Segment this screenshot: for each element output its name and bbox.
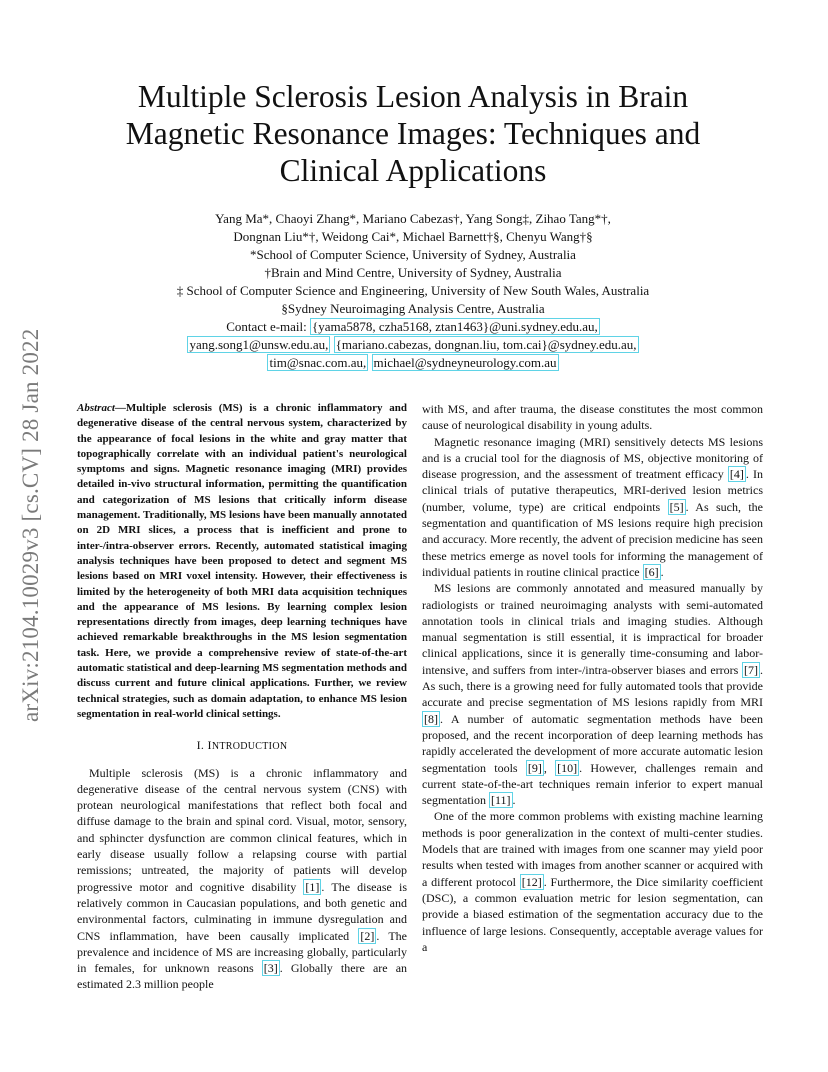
citation-link[interactable]: [7] <box>744 662 759 677</box>
text-run: , <box>543 760 556 775</box>
text-run: . The disease is relatively common in Caucasian populations, and both genetic and environmental factors, culminating in immune dysregulation and CNS inflammation, have been causally implicated <box>77 879 407 943</box>
section-number: I. <box>196 738 205 753</box>
intro-paragraph-2 <box>422 434 763 581</box>
affiliation-1: *School of Computer Science, University of Sydney, Australia <box>250 247 576 262</box>
citation-link[interactable]: [2] <box>360 928 375 943</box>
citation-link[interactable]: [11] <box>490 793 511 808</box>
section-title-initial: I <box>207 738 212 753</box>
text-run: One of the more common problems with existing machine learning methods is poor generalization in the context of multi-center studies. Models that are trained with images from one scanner may yield poor results when tested with images from another scanner or acquired with a different protocol <box>422 809 763 889</box>
affiliation-2: †Brain and Mind Centre, University of Sydney, Australia <box>264 265 562 280</box>
text-run: . Furthermore, the Dice similarity coefficient (DSC), a common evaluation metric for lesion segmentation, can provide a biased estimation of the segmentation accuracy due to the influence of large lesions. Consequently, acceptable average values for a <box>422 874 763 954</box>
abstract <box>77 401 407 722</box>
affiliation-3: ‡ School of Computer Science and Engineering, University of New South Wales, Australia <box>176 283 650 298</box>
intro-paragraph-1-continued: with MS, and after trauma, the disease constitutes the most common cause of neurological disability in young adults. <box>422 402 763 433</box>
text-run: Multiple sclerosis (MS) is a chronic inflammatory and degenerative disease of the central nervous system (CNS) with protean neurological manifestations that reflect both focal and diffuse damage to the brain and spinal cord. Visual, motor, sensory, and sphincter dysfunction are common clinical features, which in early disease usually follow a relapsing course with partial remissions; untreated, the majority of patients will develop progressive motor and cognitive disability <box>77 765 407 894</box>
email-link-1[interactable]: {yama5878, czha5168, ztan1463}@uni.sydney.edu.au, <box>312 319 598 334</box>
citation-link[interactable]: [12] <box>521 874 542 889</box>
citation-link[interactable]: [5] <box>669 499 684 514</box>
email-link-5[interactable]: michael@sydneyneurology.com.au <box>373 355 557 370</box>
left-column <box>77 401 407 993</box>
citation-link[interactable]: [9] <box>527 760 542 775</box>
text-run: MS lesions are commonly annotated and measured manually by radiologists or trained neuroimaging analysts with semi-automated annotation tools in clinical trials and imaging studies. Although manual segmentation is still essential, it is impractical for broader clinical applications, since it is generally time-consuming and labor-intensive, and suffers from inter-/intra-observer biases and errors <box>422 581 763 677</box>
intro-paragraph-4 <box>422 808 763 955</box>
citation-link[interactable]: [3] <box>263 961 278 976</box>
text-run: . As such, there is a growing need for fully automated tools that provide accurate and precise segmentation of MS lesions rapidly from MRI <box>422 662 764 710</box>
text-run: . <box>512 793 516 808</box>
text-run: . <box>660 564 664 579</box>
contact-line-2 <box>95 336 731 354</box>
contact-label: Contact e-mail: <box>226 319 307 334</box>
text-run: . In clinical trials of putative therapeutics, MRI-derived lesion metrics (number, volume, type) are critical endpoints <box>422 467 764 514</box>
section-heading-introduction <box>77 737 407 755</box>
text-run: . A number of automatic segmentation methods have been proposed, and the recent incorporation of deep learning methods has rapidly accelerated the development of more accurate automatic lesion segmentation tools <box>422 711 763 775</box>
contact-line-1 <box>95 318 731 336</box>
paper-title: Multiple Sclerosis Lesion Analysis in Brain Magnetic Resonance Images: Techniques and Clinical Applications <box>125 79 701 188</box>
author-line-1: Yang Ma*, Chaoyi Zhang*, Mariano Cabezas†, Yang Song‡, Zihao Tang*†, <box>215 211 611 226</box>
arxiv-identifier: arXiv:2104.10029v3 [cs.CV] 28 Jan 2022 <box>18 328 43 722</box>
text-run: Magnetic resonance imaging (MRI) sensitively detects MS lesions and is a crucial tool for the diagnosis of MS, objective monitoring of disease progression, and the assessment of treatment efficacy <box>422 434 763 482</box>
author-block <box>95 210 731 372</box>
abstract-label: Abstract <box>77 402 115 414</box>
section-title-rest: NTRODUCTION <box>211 741 288 753</box>
citation-link[interactable]: [8] <box>424 711 438 726</box>
text-run: . Globally there are an estimated 2.3 million people <box>77 961 408 992</box>
intro-paragraph-1 <box>77 765 407 993</box>
citation-link[interactable]: [4] <box>729 467 744 482</box>
abstract-text: —Multiple sclerosis (MS) is a chronic inflammatory and degenerative disease of the central nervous system, characterized by the appearance of focal lesions in the white and gray matter that topographically correlate with an individual patient's neurological symptoms and signs. Magnetic resonance imaging (MRI) provides detailed in-vivo structural information, permitting the quantification and categorization of MS lesions that critically inform disease management. Traditionally, MS lesions have been manually annotated on 2D MRI slices, a process that is inefficient and prone to inter-/intra-observer errors. Recently, automated statistical imaging analysis techniques have been proposed to detect and segment MS lesions based on MRI voxel intensity. However, their effectiveness is limited by the heterogeneity of both MRI data acquisition techniques and the appearance of MS lesions. By learning complex lesion representations directly from images, deep learning techniques have achieved remarkable breakthroughs in the MS lesion segmentation task. Here, we provide a comprehensive review of state-of-the-art automatic statistical and deep-learning MS segmentation methods and discuss current and future clinical applications. Further, we review technical strategies, such as domain adaptation, to enhance MS lesion segmentation in real-world clinical settings. <box>77 402 407 720</box>
contact-line-3 <box>95 354 731 372</box>
citation-link[interactable]: [6] <box>644 564 659 579</box>
right-column <box>422 401 763 955</box>
email-link-4[interactable]: tim@snac.com.au, <box>269 355 367 370</box>
text-run: . However, challenges remain and current state-of-the-art techniques remain inferior to expert manual segmentation <box>422 760 764 808</box>
affiliation-4: §Sydney Neuroimaging Analysis Centre, Australia <box>281 301 545 316</box>
citation-link[interactable]: [10] <box>557 760 578 775</box>
intro-paragraph-3 <box>422 580 763 808</box>
email-link-3[interactable]: {mariano.cabezas, dongnan.liu, tom.cai}@sydney.edu.au, <box>335 337 637 352</box>
citation-link[interactable]: [1] <box>305 879 320 894</box>
text-run: . The prevalence and incidence of MS are increasing globally, particularly in females, for unknown reasons <box>77 928 407 976</box>
email-link-2[interactable]: yang.song1@unsw.edu.au, <box>189 337 329 352</box>
text-run: . As such, the segmentation and quantification of MS lesions require high precision and accuracy. More recently, the advent of precision medicine has seen these metrics emerge as novel tools for informing the management of individual patients in routine clinical practice <box>422 499 763 579</box>
author-line-2: Dongnan Liu*†, Weidong Cai*, Michael Barnett†§, Chenyu Wang†§ <box>233 229 593 244</box>
